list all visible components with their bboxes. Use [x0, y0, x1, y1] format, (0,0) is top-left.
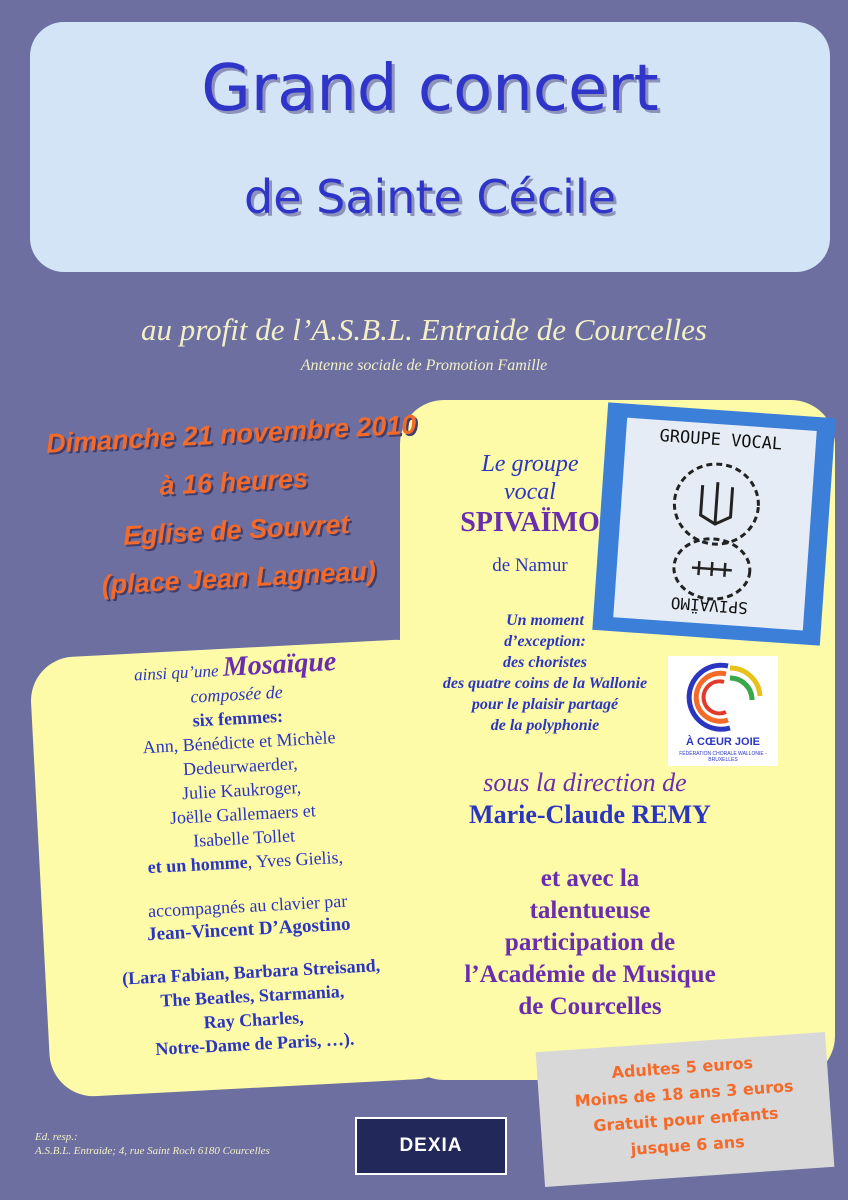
price-children-age: jusque 6 ans: [630, 1131, 746, 1159]
mosaic-woman-2: Dedeurwaerder,: [182, 753, 299, 780]
spivaimo-logo-bottom-text: SPIVAÏMO: [670, 593, 749, 618]
group-intro-line-2: vocal: [504, 479, 556, 505]
event-address: (place Jean Lagneau): [100, 555, 377, 601]
event-time: à 16 heures: [158, 463, 309, 501]
exception-line-3: des choristes: [503, 654, 587, 671]
mosaic-woman-1: Ann, Bénédicte et Michèle: [142, 727, 336, 758]
price-list: [537, 1045, 834, 1169]
a-coeur-joie-name: À CŒUR JOIE: [686, 736, 760, 748]
spivaimo-logo-top-text: GROUPE VOCAL: [658, 426, 783, 455]
concert-title: Grand concert: [201, 52, 659, 126]
mosaic-pianist: Jean-Vincent D’Agostino: [146, 913, 352, 946]
participation-line-1: et avec la: [540, 865, 640, 892]
participation-line-5: de Courcelles: [518, 993, 662, 1020]
spivaimo-logo-inner: [613, 418, 816, 631]
a-coeur-joie-logo: [668, 656, 778, 766]
mosaic-block: [45, 645, 445, 1065]
exception-text: [400, 610, 690, 736]
mosaic-name: Mosaïque: [222, 645, 338, 683]
price-children: Gratuit pour enfants: [592, 1103, 780, 1136]
exception-line-6: de la polyphonie: [490, 717, 600, 734]
repertoire-line-2: The Beatles, Starmania,: [159, 981, 345, 1011]
group-city: de Namur: [492, 555, 568, 576]
exception-line-5: pour le plaisir partagé: [471, 696, 619, 713]
beneficiary-subline: Antenne sociale de Promotion Famille: [300, 357, 548, 374]
participation-text: [380, 863, 800, 1023]
dexia-sponsor-logo: DEXIA: [355, 1117, 507, 1175]
group-intro: [430, 450, 630, 506]
group-name: SPIVAÏMO: [460, 507, 600, 538]
price-adults: Adultes 5 euros: [610, 1053, 754, 1083]
event-date: Dimanche 21 novembre 2010: [45, 409, 418, 459]
mosaic-accompaniment: accompagnés au clavier par: [147, 890, 348, 922]
exception-line-4: des quatre coins de la Wallonie: [442, 675, 648, 692]
direction-intro: sous la direction de: [483, 768, 687, 797]
participation-line-2: talentueuse: [529, 897, 651, 924]
group-intro-line-1: Le groupe: [481, 451, 579, 477]
mosaic-woman-3: Julie Kaukroger,: [181, 776, 302, 804]
price-under-18: Moins de 18 ans 3 euros: [574, 1076, 795, 1111]
event-details: [20, 399, 449, 613]
repertoire-line-1: (Lara Fabian, Barbara Streisand,: [121, 955, 381, 989]
concert-subtitle: de Sainte Cécile: [244, 170, 616, 224]
beneficiary-line: au profit de l’A.S.B.L. Entraide de Courcelles: [141, 312, 707, 347]
a-coeur-joie-tagline: FÉDÉRATION CHORALE WALLONIE - BRUXELLES: [679, 751, 767, 763]
mosaic-man-name: , Yves Gielis,: [247, 846, 344, 872]
repertoire-line-4: Notre-Dame de Paris, …).: [154, 1028, 355, 1059]
mosaic-women-label: six femmes:: [192, 705, 284, 731]
director-name: Marie-Claude REMY: [469, 800, 711, 829]
event-venue: Eglise de Souvret: [122, 509, 351, 551]
a-coeur-joie-rings-icon: [668, 656, 778, 736]
participation-line-3: participation de: [504, 929, 676, 956]
mosaic-man-label: et un homme: [147, 851, 249, 878]
mosaic-woman-4: Joëlle Gallemaers et: [169, 800, 317, 828]
editor-address: A.S.B.L. Entraide; 4, rue Saint Roch 6180 Courcelles: [35, 1145, 270, 1157]
exception-line-2: d’exception:: [504, 633, 586, 650]
editor-responsible: [35, 1130, 355, 1158]
mosaic-woman-5: Isabelle Tollet: [192, 825, 296, 851]
exception-line-1: Un moment: [506, 612, 584, 629]
editor-label: Ed. resp.:: [35, 1131, 78, 1143]
mosaic-intro: ainsi qu’une: [133, 661, 220, 685]
mosaic-composed: composée de: [189, 681, 284, 707]
repertoire-line-3: Ray Charles,: [203, 1007, 305, 1033]
participation-line-4: l’Académie de Musique: [464, 961, 716, 988]
